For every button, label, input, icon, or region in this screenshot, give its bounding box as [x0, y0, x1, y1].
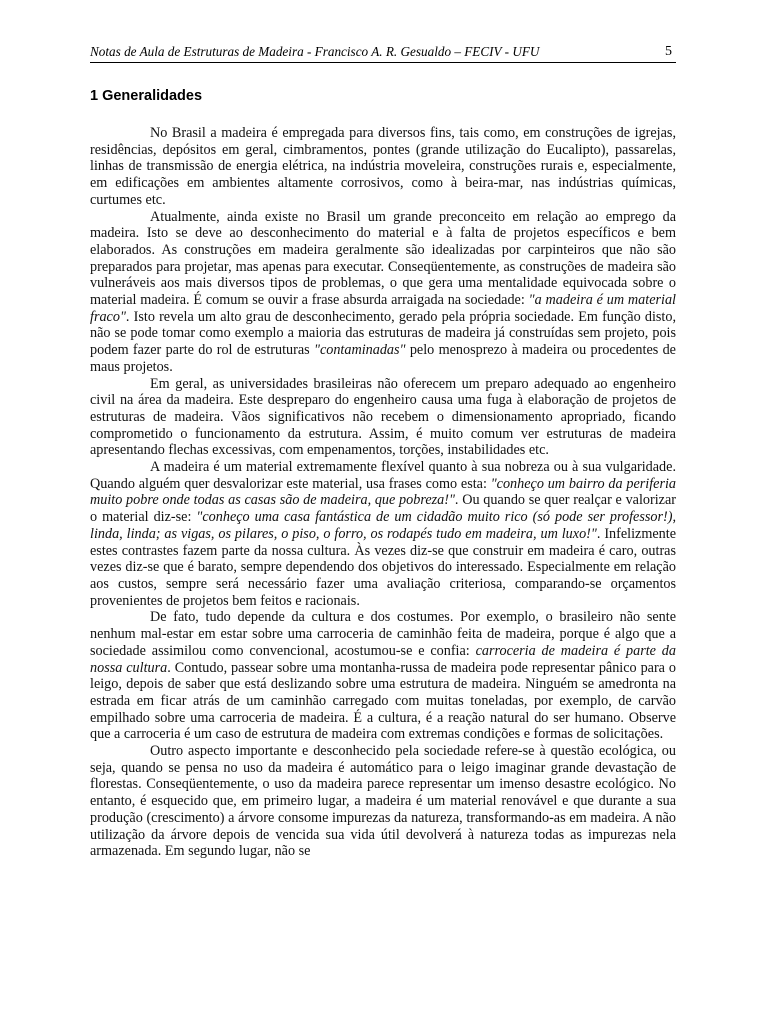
- paragraph-text: Atualmente, ainda existe no Brasil um grande preconceito em relação ao emprego da madeira. Isto se deve ao desconhecimento do material e à falta de projetos específicos e bem elaborados. As construções em madeira geralmente são idealizadas por carpinteiros que não são preparados para projetar, mas apenas para executar. Conseqüentemente, as construções de madeira são vulneráveis aos mais diversos tipos de problemas, o que gera uma mentalidade equivocada sobre o material madeira. É comum se ouvir a frase absurda arraigada na sociedade:: [90, 208, 676, 309]
- paragraph: [90, 609, 676, 743]
- paragraph-text: A madeira é um material extremamente flexível quanto à sua nobreza ou à sua vulgaridade. Quando alguém quer desvalorizar este material, usa frases como esta:: [90, 459, 676, 492]
- paragraph-text: De fato, tudo depende da cultura e dos costumes. Por exemplo, o brasileiro não sente nenhum mal-estar em estar sobre uma carroceria de caminhão feita de madeira, porque é algo que a sociedade assimilou como convencional, acostumou-se e confia:: [90, 609, 676, 659]
- paragraph-text: . Ou quando se quer realçar e valorizar o material diz-se:: [90, 492, 676, 526]
- header-title: Notas de Aula de Estruturas de Madeira - Francisco A. R. Gesualdo – FECIV - UFU: [90, 44, 540, 59]
- quoted-text: "conheço um bairro da periferia muito pobre onde todas as casas são de madeira, que pobreza!": [90, 475, 676, 509]
- page-header: [90, 44, 676, 64]
- paragraph: [90, 376, 676, 460]
- page-number: 5: [665, 44, 672, 59]
- paragraph-text: Outro aspecto importante e desconhecido pela sociedade refere-se à questão ecológica, ou seja, quando se pensa no uso da madeira é automático para o leigo imaginar grande devastação de florestas. Conseqüentemente, o uso da madeira parece representar um imenso desastre ecológico. No entanto, é esquecido que, em primeiro lugar, a madeira é um material renovável e que durante a sua produção (crescimento) a árvore consome impurezas da natureza, transformando-as em madeira. A não utilização da árvore depois de vencida sua vida útil devolverá à natureza todas as impurezas nela armazenada. Em segundo lugar, não se: [90, 743, 676, 860]
- paragraph: [90, 209, 676, 376]
- quoted-text: "a madeira é um material fraco": [90, 292, 676, 325]
- paragraph: [90, 459, 676, 609]
- paragraph-text: Em geral, as universidades brasileiras não oferecem um preparo adequado ao engenheiro civil na área da madeira. Este despreparo do engenheiro causa uma fuga à elaboração de projetos de estruturas de madeira. Vãos significativos não recebem o dimensionamento apropriado, ficando comprometido o funcionamento da estrutura. Assim, é muito comum ver estruturas de madeira apresentando flechas excessivas, com empenamentos, torções, instabilidades etc.: [90, 375, 676, 459]
- quoted-text: "contaminadas": [313, 342, 406, 359]
- quoted-text: "conheço uma casa fantástica de um cidadão muito rico (só pode ser professor!), linda, linda; as vigas, os pilares, o piso, o forro, os rodapés tudo em madeira, um luxo!": [90, 509, 676, 542]
- paragraph: [90, 125, 676, 209]
- paragraph-text: . Contudo, passear sobre uma montanha-russa de madeira pode representar pânico para o leigo, depois de saber que está deslizando sobre uma estrutura de madeira. Ninguém se amedronta na estrada em ficar atrás de um caminhão carregado com muitas toneladas, por exemplo, de carvão empilhado sobre uma carroceria de madeira. É a cultura, é a reação natural do ser humano. Observe que a carroceria é um caso de estrutura de madeira com extremas condições e formas de solicitações.: [90, 659, 676, 743]
- paragraph-text: No Brasil a madeira é empregada para diversos fins, tais como, em construções de igrejas, residências, depósitos em geral, cimbramentos, pontes (grande utilização do Eucalipto), passarelas, linhas de transmissão de energia elétrica, na indústria moveleira, construções rurais e, especialmente, em edificações em ambientes altamente corrosivos, como à beira-mar, nas indústrias químicas, curtumes etc.: [90, 125, 676, 208]
- header-divider: [90, 62, 676, 63]
- paragraph-text: . Infelizmente estes contrastes fazem parte da nossa cultura. Às vezes diz-se que construir em madeira é caro, outras vezes diz-se que é barato, sempre dependendo dos objetivos do interessado. Especialmente em relação aos custos, sempre será necessário fazer uma avaliação criteriosa, comparando-se orçamentos provenientes de projetos bem feitos e racionais.: [90, 525, 677, 609]
- paragraph: [90, 743, 676, 860]
- paragraph-text: . Isto revela um alto grau de desconhecimento, gerado pela própria sociedade. Em função disto, não se pode tomar como exemplo a maioria das estruturas de madeira já construídas sem projeto, pois podem fazer parte do rol de estruturas: [90, 308, 676, 359]
- quoted-text: carroceria de madeira é parte da nossa cultura: [90, 642, 676, 676]
- section-heading: 1 Generalidades: [90, 88, 203, 104]
- body-text: [90, 125, 676, 860]
- paragraph-text: pelo menosprezo à madeira ou procedentes de maus projetos.: [90, 342, 676, 375]
